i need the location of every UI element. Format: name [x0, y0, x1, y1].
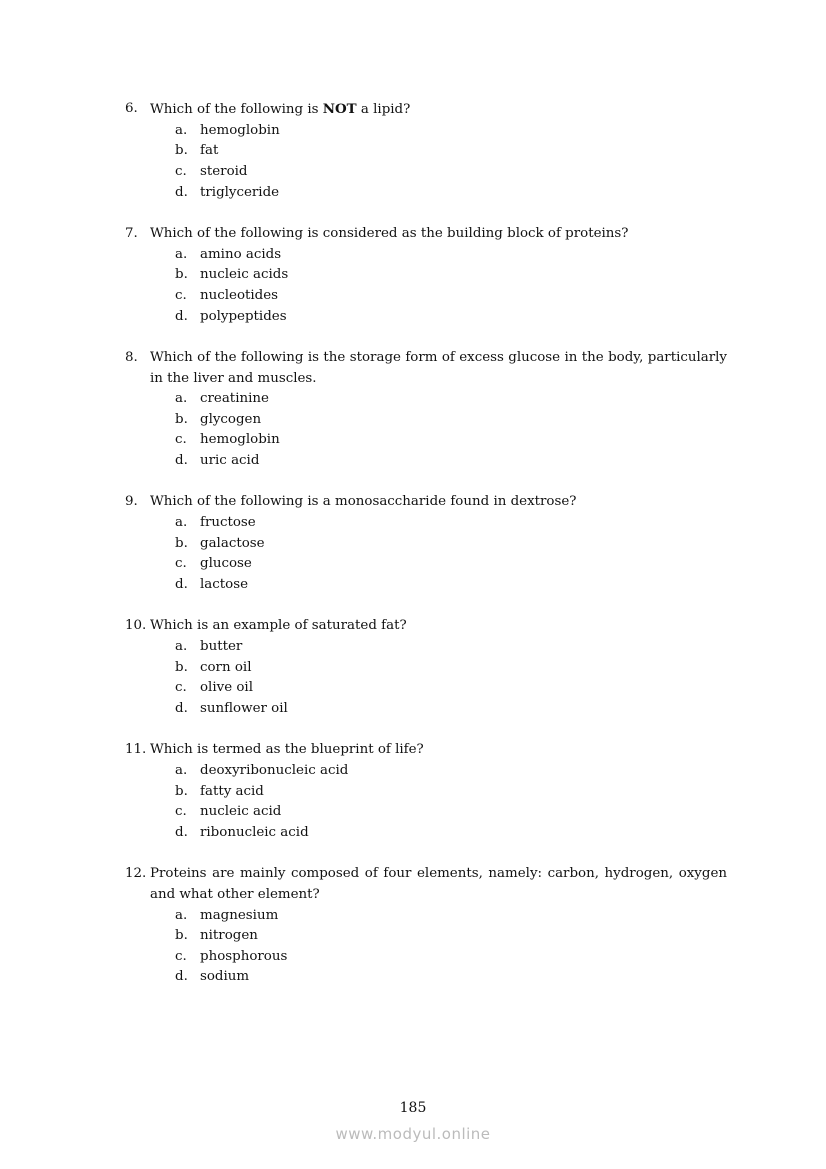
- question-text: Which is termed as the blueprint of life?: [150, 742, 424, 758]
- option-letter: d.: [175, 824, 188, 840]
- option-c: [175, 430, 727, 451]
- options: [175, 906, 727, 989]
- option-b: [175, 926, 727, 947]
- option-c: [175, 554, 727, 575]
- question-text-part: Which of the following is: [150, 102, 323, 117]
- option-text: corn oil: [200, 659, 252, 675]
- question-number: 8.: [125, 349, 138, 365]
- option-text: fructose: [200, 515, 256, 531]
- option-text: phosphorous: [200, 948, 288, 964]
- option-a: [175, 121, 727, 142]
- option-c: [175, 802, 727, 823]
- question-10: [125, 616, 727, 719]
- option-a: [175, 513, 727, 534]
- option-letter: c.: [175, 163, 187, 179]
- option-text: magnesium: [200, 907, 279, 923]
- question-12: [125, 864, 727, 988]
- question-text: Which of the following is the storage form of excess glucose in the body, particularly in the liver and muscles.: [150, 349, 727, 386]
- question-number: 10.: [125, 618, 147, 634]
- option-letter: b.: [175, 928, 188, 944]
- option-text: triglyceride: [200, 184, 280, 200]
- options: [175, 761, 727, 844]
- option-text: amino acids: [200, 246, 282, 262]
- option-letter: d.: [175, 700, 188, 716]
- question-text: Proteins are mainly composed of four elements, namely: carbon, hydrogen, oxygen and what other element?: [150, 866, 727, 902]
- option-d: [175, 183, 727, 204]
- option-text: lactose: [200, 577, 249, 593]
- option-text: butter: [200, 639, 243, 654]
- option-text: nitrogen: [200, 928, 258, 944]
- question-list: [125, 99, 727, 1009]
- option-text: uric acid: [200, 453, 260, 469]
- options: [175, 513, 727, 596]
- option-letter: c.: [175, 556, 187, 572]
- option-letter: b.: [175, 659, 188, 675]
- question-text: [150, 99, 727, 121]
- option-text: fat: [200, 143, 219, 159]
- option-text: deoxyribonucleic acid: [200, 762, 349, 778]
- option-letter: d.: [175, 308, 188, 324]
- question-6: [125, 99, 727, 203]
- option-letter: a.: [175, 762, 188, 778]
- option-letter: c.: [175, 432, 187, 448]
- option-letter: c.: [175, 804, 187, 820]
- option-c: [175, 162, 727, 183]
- option-text: ribonucleic acid: [200, 824, 309, 840]
- question-number: 6.: [125, 101, 138, 116]
- option-b: [175, 658, 727, 679]
- option-text: hemoglobin: [200, 122, 280, 138]
- option-text: sodium: [200, 969, 250, 985]
- option-b: [175, 265, 727, 286]
- question-number: 11.: [125, 742, 147, 758]
- option-d: [175, 823, 727, 844]
- option-letter: d.: [175, 577, 188, 593]
- question-number: 7.: [125, 225, 138, 241]
- option-text: glycogen: [200, 411, 262, 427]
- option-d: [175, 699, 727, 720]
- option-letter: b.: [175, 411, 188, 427]
- options: [175, 389, 727, 472]
- option-letter: a.: [175, 246, 188, 262]
- option-a: [175, 389, 727, 410]
- option-letter: a.: [175, 639, 188, 654]
- option-b: [175, 141, 727, 162]
- option-letter: b.: [175, 783, 188, 799]
- watermark: www.modyul.online: [335, 1125, 491, 1143]
- option-text: steroid: [200, 163, 248, 179]
- question-text-emphasis: NOT: [322, 101, 357, 117]
- option-text: galactose: [200, 535, 265, 551]
- question-text: Which of the following is a monosaccharide found in dextrose?: [150, 494, 577, 510]
- option-letter: b.: [175, 143, 188, 159]
- option-letter: d.: [175, 453, 188, 469]
- option-c: [175, 947, 727, 968]
- question-text: Which is an example of saturated fat?: [150, 618, 407, 634]
- option-text: polypeptides: [200, 308, 287, 324]
- question-number: 9.: [125, 494, 138, 510]
- question-8: [125, 348, 727, 472]
- option-d: [175, 575, 727, 596]
- option-text: fatty acid: [200, 783, 264, 799]
- option-letter: a.: [175, 907, 188, 923]
- option-letter: c.: [175, 680, 187, 696]
- option-letter: d.: [175, 969, 188, 985]
- question-number: 12.: [125, 866, 147, 882]
- question-9: [125, 492, 727, 595]
- option-letter: a.: [175, 391, 188, 407]
- page-number: 185: [399, 1100, 427, 1116]
- options: [175, 245, 727, 328]
- option-b: [175, 534, 727, 555]
- option-letter: a.: [175, 515, 188, 531]
- option-text: nucleic acids: [200, 267, 289, 283]
- option-text: hemoglobin: [200, 432, 280, 448]
- question-text: Which of the following is considered as the building block of proteins?: [150, 225, 629, 241]
- option-b: [175, 410, 727, 431]
- options: [175, 121, 727, 204]
- option-letter: b.: [175, 535, 188, 551]
- option-letter: a.: [175, 122, 188, 138]
- option-b: [175, 782, 727, 803]
- option-a: [175, 761, 727, 782]
- option-letter: c.: [175, 287, 187, 303]
- option-text: sunflower oil: [200, 700, 288, 716]
- question-7: [125, 224, 727, 327]
- option-text: glucose: [200, 556, 252, 572]
- option-text: olive oil: [200, 680, 254, 696]
- option-text: creatinine: [200, 391, 269, 407]
- option-text: nucleic acid: [200, 804, 282, 820]
- option-d: [175, 307, 727, 328]
- option-letter: c.: [175, 948, 187, 964]
- option-c: [175, 678, 727, 699]
- option-a: [175, 245, 727, 266]
- question-11: [125, 740, 727, 843]
- option-d: [175, 451, 727, 472]
- option-c: [175, 286, 727, 307]
- option-a: [175, 906, 727, 927]
- option-text: nucleotides: [200, 287, 279, 303]
- option-letter: b.: [175, 267, 188, 283]
- options: [175, 637, 727, 720]
- option-letter: d.: [175, 184, 188, 200]
- option-d: [175, 967, 727, 988]
- option-a: [175, 637, 727, 658]
- question-text-part: a lipid?: [356, 102, 411, 117]
